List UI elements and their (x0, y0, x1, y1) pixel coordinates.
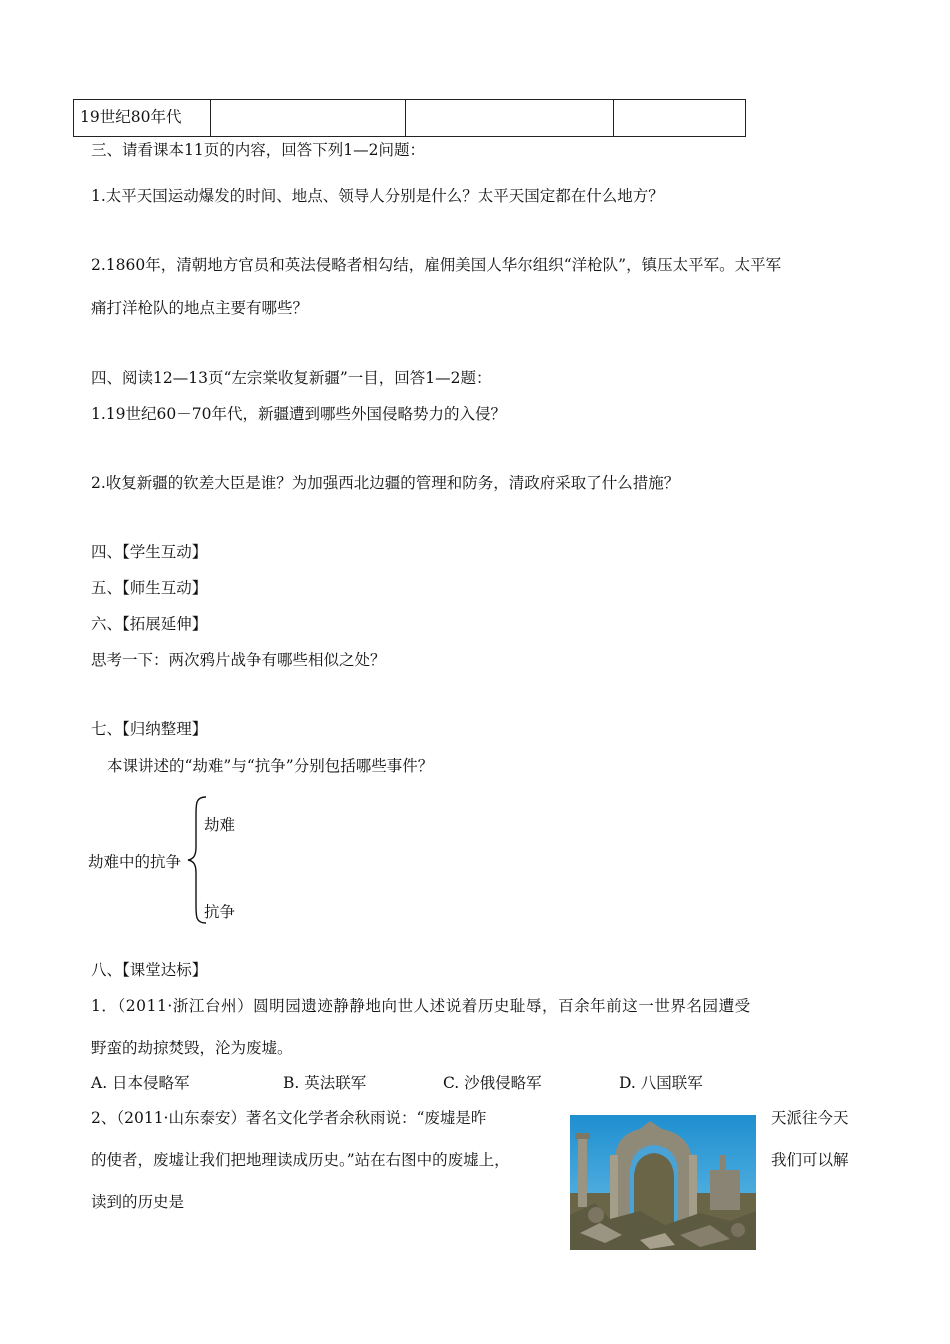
summary-question: 本课讲述的“劫难”与“抗争”分别包括哪些事件？ (107, 757, 434, 775)
section8-question-1-line1: 1．（2011·浙江台州）圆明园遗迹静静地向世人述说着历史耻辱，百余年前这一世界名园遭受 (91, 997, 751, 1015)
extension-question: 思考一下：两次鸦片战争有哪些相似之处？ (91, 651, 386, 669)
section3-question-2-line2: 痛打洋枪队的地点主要有哪些？ (91, 299, 309, 317)
table-cell (614, 100, 746, 137)
timeline-table (73, 99, 746, 137)
section8-heading: 八、【课堂达标】 (91, 961, 208, 979)
table-cell: 19世纪80年代 (74, 100, 211, 137)
yuanmingyuan-ruins-photo (570, 1115, 756, 1250)
section3-heading: 三、请看课本11页的内容，回答下列1—2问题： (91, 141, 425, 159)
section8-question-2-line3: 读到的历史是 (91, 1193, 185, 1211)
section8-question-2-line2-right: 我们可以解 (771, 1151, 849, 1169)
option-a: A. 日本侵略军 (91, 1074, 190, 1092)
option-c: C. 沙俄侵略军 (443, 1074, 542, 1092)
table-cell (406, 100, 614, 137)
section8-question-2-line2-left: 的使者，废墟让我们把地理读成历史。”站在右图中的废墟上， (91, 1151, 510, 1169)
section4-question-1: 1.19世纪60－70年代，新疆遭到哪些外国侵略势力的入侵？ (91, 405, 506, 423)
table-cell (211, 100, 406, 137)
section3-question-1: 1.太平天国运动爆发的时间、地点、领导人分别是什么？太平天国定都在什么地方？ (91, 187, 664, 205)
heading-student-interaction: 四、【学生互动】 (91, 543, 208, 561)
brace-top-label: 劫难 (204, 816, 236, 834)
option-b: B. 英法联军 (283, 1074, 367, 1092)
section4-heading: 四、阅读12—13页“左宗棠收复新疆”一目，回答1—2题： (91, 369, 492, 387)
brace-bottom-label: 抗争 (204, 903, 236, 921)
table-row (74, 100, 746, 137)
heading-summary: 七、【归纳整理】 (91, 720, 208, 738)
section8-question-2-line1-left: 2、（2011·山东泰安）著名文化学者余秋雨说：“废墟是昨 (91, 1109, 487, 1127)
section4-question-2: 2.收复新疆的钦差大臣是谁？为加强西北边疆的管理和防务，清政府采取了什么措施？ (91, 474, 680, 492)
brace-root-label: 劫难中的抗争 (88, 853, 182, 871)
heading-teacher-interaction: 五、【师生互动】 (91, 579, 208, 597)
section8-question-2-line1-right: 天派往今天 (771, 1109, 849, 1127)
section8-question-1-line2: 野蛮的劫掠焚毁，沦为废墟。 (91, 1039, 293, 1057)
option-d: D. 八国联军 (619, 1074, 703, 1092)
heading-extension: 六、【拓展延伸】 (91, 615, 208, 633)
section3-question-2-line1: 2.1860年，清朝地方官员和英法侵略者相勾结，雇佣美国人华尔组织“洋枪队”，镇压太平军。太平军 (91, 256, 782, 274)
